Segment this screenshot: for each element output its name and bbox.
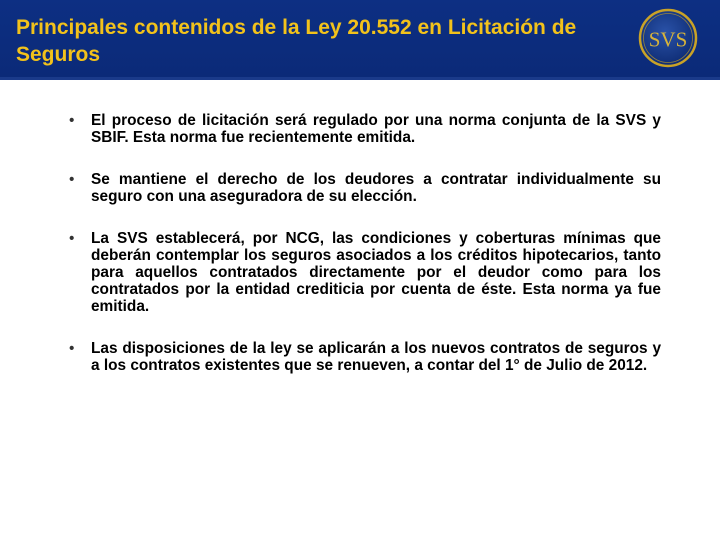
bullet-item [66, 171, 661, 205]
bullet-item [66, 230, 661, 315]
bullet-text: El proceso de licitación será regulado por una norma conjunta de la SVS y SBIF. Esta norma fue recientemente emitida. [91, 112, 661, 146]
bullet-list [66, 112, 661, 399]
bullet-item [66, 112, 661, 146]
bullet-text: Se mantiene el derecho de los deudores a contratar individualmente su seguro con una aseguradora de su elección. [91, 171, 661, 205]
bullet-text: La SVS establecerá, por NCG, las condiciones y coberturas mínimas que deberán contemplar los seguros asociados a los créditos hipotecarios, tanto para aquellos contratados directamente por el deudor como para los contratados por la entidad crediticia por cuenta de éste. Esta norma ya fue emitida. [91, 230, 661, 315]
bullet-icon: • [69, 171, 75, 188]
bullet-icon: • [69, 112, 75, 129]
title-bar [0, 0, 720, 77]
bullet-icon: • [69, 230, 75, 247]
logo-text: SVS [648, 27, 688, 52]
bullet-icon: • [69, 340, 75, 357]
svs-logo-icon [638, 8, 698, 68]
bullet-text: Las disposiciones de la ley se aplicarán a los nuevos contratos de seguros y a los contratos existentes que se renueven, a contar del 1° de Julio de 2012. [91, 340, 661, 374]
title-divider [0, 77, 720, 80]
slide-title: Principales contenidos de la Ley 20.552 en Licitación de Seguros [16, 16, 577, 66]
bullet-item [66, 340, 661, 374]
